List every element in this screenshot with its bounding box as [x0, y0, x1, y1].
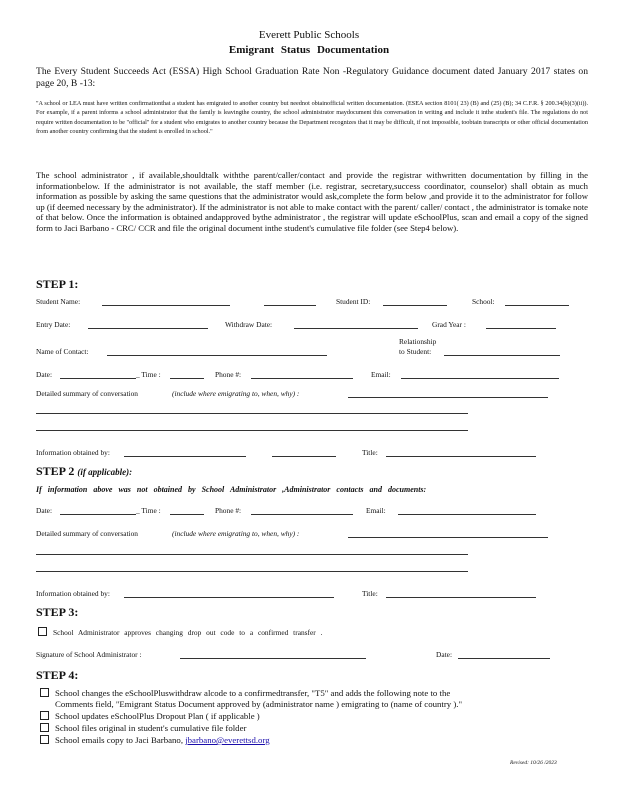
summary-hint: (include where emigrating to, when, why) :	[172, 389, 300, 398]
step3-checkbox-label: School Administrator approves changing drop out code to a confirmed transfer .	[53, 628, 323, 637]
entry-date-label: Entry Date:	[36, 320, 71, 329]
step2-note: If information above was not obtained by School Administrator ,Administrator contacts and documents:	[36, 485, 427, 494]
step4-item-1[interactable]	[40, 688, 450, 699]
school-label: School:	[472, 297, 495, 306]
step2-obtained-by-label: Information obtained by:	[36, 589, 110, 598]
step2-date-label: Date:	[36, 506, 53, 515]
page-title: Emigrant Status Documentation	[228, 44, 390, 56]
date-label: Date:	[36, 370, 53, 379]
grad-year-label: Grad Year :	[432, 320, 466, 329]
summary-field-2[interactable]	[36, 413, 468, 414]
phone-field[interactable]	[251, 378, 353, 379]
student-name-field[interactable]	[102, 305, 230, 306]
withdraw-date-field[interactable]	[294, 328, 418, 329]
email-link[interactable]: jbarbano@everettsd.org	[185, 735, 270, 745]
step2-date-field[interactable]	[60, 514, 136, 515]
step2-email-field[interactable]	[398, 514, 536, 515]
relationship-field[interactable]	[444, 355, 560, 356]
email-label: Email:	[371, 370, 391, 379]
step2-summary-hint: (include where emigrating to, when, why) :	[172, 529, 300, 538]
step2-email-label: Email:	[366, 506, 386, 515]
step4-item-4[interactable]	[40, 735, 270, 746]
step3-date-label: Date:	[436, 650, 453, 659]
step2-phone-field[interactable]	[251, 514, 353, 515]
step2-summary-label: Detailed summary of conversation	[36, 529, 139, 538]
intro-paragraph: The Every Student Succeeds Act (ESSA) High School Graduation Rate Non -Regulatory Guidance document dated January 2017 states on page 20, B -13:	[36, 66, 588, 89]
checkbox-icon[interactable]	[40, 735, 49, 744]
grad-year-field[interactable]	[486, 328, 556, 329]
checkbox-icon[interactable]	[38, 627, 47, 636]
step2-heading-note: (if applicable):	[77, 467, 133, 477]
revised-date: Revised: 10/26 /2023	[510, 760, 557, 766]
to-student-label: to Student:	[399, 347, 432, 356]
step4-item-4-text: School emails copy to Jaci Barbano,	[55, 735, 184, 745]
obtained-by-field-2[interactable]	[272, 456, 336, 457]
summary-field-1[interactable]	[348, 397, 548, 398]
step2-heading	[36, 464, 132, 479]
title-field[interactable]	[386, 456, 536, 457]
relationship-label: Relationship	[399, 337, 437, 346]
step2-time-field[interactable]	[170, 514, 204, 515]
step2-summary-field-3[interactable]	[36, 571, 468, 572]
time-field[interactable]	[170, 378, 204, 379]
student-name-label: Student Name:	[36, 297, 81, 306]
signature-label: Signature of School Administrator :	[36, 650, 142, 659]
student-id-label: Student ID:	[336, 297, 371, 306]
step4-item-1-cont: Comments field, "Emigrant Status Document approved by (administrator name ) emigrating to (name of country )."	[55, 699, 463, 709]
phone-label: Phone #:	[215, 370, 242, 379]
step2-title-field[interactable]	[386, 597, 536, 598]
step2-obtained-by-field[interactable]	[124, 597, 334, 598]
checkbox-icon[interactable]	[40, 723, 49, 732]
signature-field[interactable]	[180, 658, 366, 659]
step2-summary-field-2[interactable]	[36, 554, 468, 555]
student-id-field[interactable]	[383, 305, 447, 306]
step2-time-label: _ Time :	[136, 506, 161, 515]
step2-phone-label: Phone #:	[215, 506, 242, 515]
step1-heading: STEP 1:	[36, 277, 79, 291]
step2-summary-field-1[interactable]	[348, 537, 548, 538]
step4-item-2[interactable]	[40, 711, 260, 722]
withdraw-date-label: Withdraw Date:	[225, 320, 273, 329]
contact-name-label: Name of Contact:	[36, 347, 89, 356]
student-name-field-2[interactable]	[264, 305, 316, 306]
step3-heading: STEP 3:	[36, 605, 79, 619]
step2-heading-text: STEP 2	[36, 464, 75, 478]
instructions-paragraph: The school administrator , if available,shouldtalk withthe parent/caller/contact and provide the registrar withwritten documentation by filling in the informationbelow. If the administrator is not available, the staff member (i.e. registrar, secretary,success coordinator, counselor) shall obtain as much information as possible by asking the same questions that the administrator would ask,complete the form below ,and provide it to the administrator for follow up (if deemed necessary by the administrator). If the administrator is not able to make contact with the parent/ caller/ contact , the administrator is tomake note of that below. Once the information is obtained andapproved bythe administrator , the registrar will update eSchoolPlus, scan and email a copy of the signed form to Jaci Barbano - CRC/ CCR and file the original document inthe student's cumulative file folder (see Step4 below).	[36, 170, 588, 233]
summary-label: Detailed summary of conversation	[36, 389, 139, 398]
entry-date-field[interactable]	[88, 328, 208, 329]
checkbox-icon[interactable]	[40, 688, 49, 697]
step3-date-field[interactable]	[458, 658, 550, 659]
obtained-by-label: Information obtained by:	[36, 448, 110, 457]
contact-name-field[interactable]	[107, 355, 327, 356]
district-name: Everett Public Schools	[258, 29, 360, 41]
time-label: _ Time :	[136, 370, 161, 379]
email-field[interactable]	[401, 378, 559, 379]
title-label: Title:	[362, 448, 378, 457]
step4-heading: STEP 4:	[36, 668, 79, 682]
regulation-quote: "A school or LEA must have written confirmationthat a student has emigrated to another country but neednot obtainofficial written documentation. (ESEA section 8101( 23) (B) and (25) (B); 34 C.F.R. § 200.34(b)(3)(ii)). For example, if a parent informs a school administrator that the family is leavingthe country, the school administrator maydocument this conversation in writing and include it inthe student's file. The regulations do not require written documentation to be "official" for a student who emigrates to another country because the Department recognizes that it may be difficult, if not impossible, toobtain transcripts or other official documentation from another country confirming that the student is enrolled in school."	[36, 100, 588, 136]
step4-item-1-text: School changes the eSchoolPluswithdraw alcode to a confirmedtransfer, "T5" and adds the following note to the	[55, 688, 451, 698]
obtained-by-field[interactable]	[124, 456, 246, 457]
step2-title-label: Title:	[362, 589, 378, 598]
checkbox-icon[interactable]	[40, 711, 49, 720]
step3-checkbox-item[interactable]	[38, 627, 322, 637]
step4-item-3[interactable]	[40, 723, 246, 734]
date-field[interactable]	[60, 378, 136, 379]
school-field[interactable]	[505, 305, 569, 306]
step4-item-3-text: School files original in student's cumulative file folder	[55, 723, 247, 733]
step4-item-2-text: School updates eSchoolPlus Dropout Plan ( if applicable )	[55, 711, 260, 721]
summary-field-3[interactable]	[36, 430, 468, 431]
